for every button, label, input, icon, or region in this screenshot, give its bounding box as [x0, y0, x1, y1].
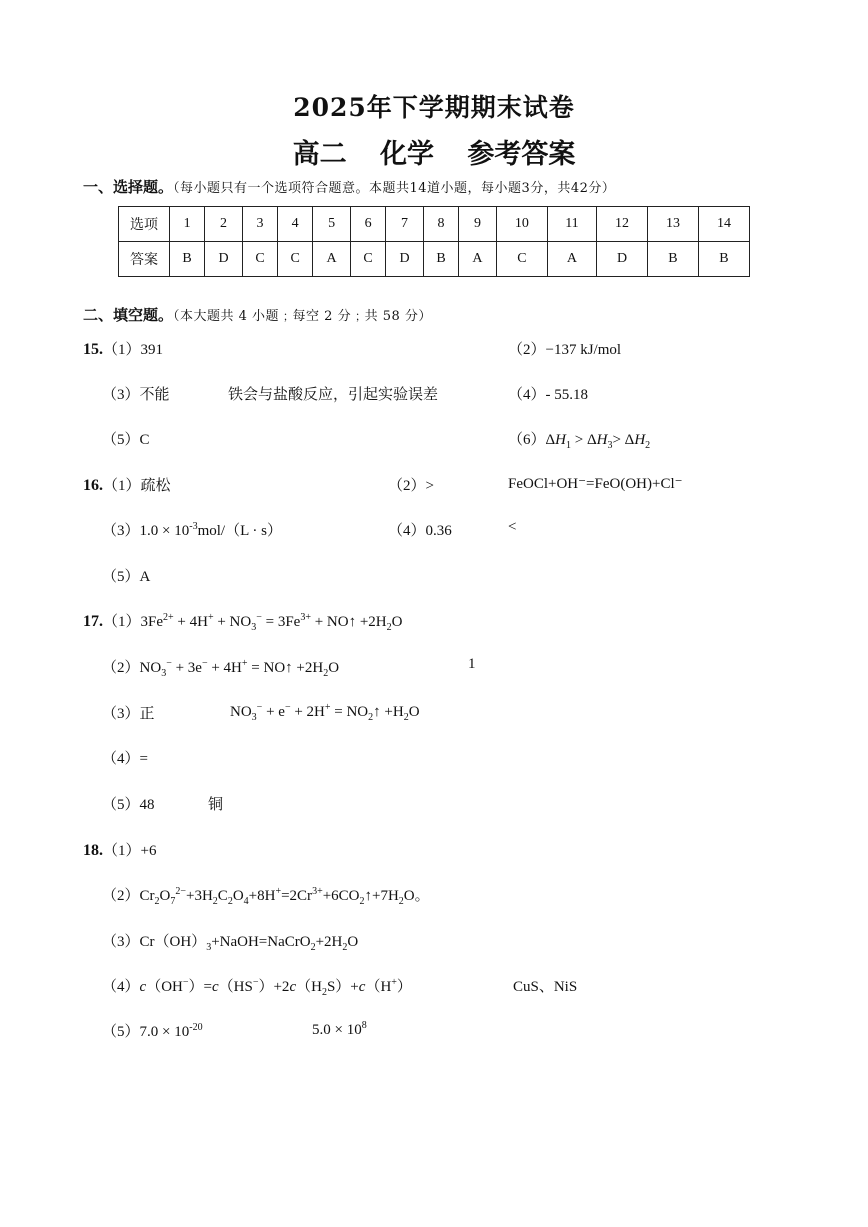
exam-subtitle	[0, 132, 868, 171]
option-cell: 1	[170, 207, 205, 242]
answer-cell: C	[242, 242, 277, 277]
subtitle-grade: 高二	[292, 139, 347, 170]
q18-number: 18.	[83, 842, 103, 859]
answer-table	[118, 206, 750, 277]
subtitle-label: 参考答案	[467, 139, 576, 170]
table-row-options	[119, 207, 750, 242]
option-cell: 11	[547, 207, 596, 242]
q17-part3-equation: $NO_3^- + e^- + 2H^+$ = $NO_2↑ +H_2O$	[230, 702, 420, 723]
q18-part3-label: （3）	[102, 934, 140, 950]
option-cell: 7	[386, 207, 424, 242]
subtitle-subject: 化学	[380, 139, 434, 170]
q15-line1	[83, 338, 163, 359]
q17-part4: （4）=	[102, 751, 148, 767]
answer-cell: C	[351, 242, 386, 277]
section1-heading: 一、选择题。	[83, 178, 174, 196]
q16-part3: $(3)1.0 \times 10^{-3}mol/(L \cdot s)$	[102, 521, 283, 539]
table-header-options: 选项	[119, 207, 170, 242]
answer-cell: D	[386, 242, 424, 277]
answer-cell: D	[597, 242, 648, 277]
q15-part5: （5）C	[102, 432, 150, 448]
exam-title: 2025年下学期期末试卷	[293, 93, 575, 122]
q18-part3: $(3)Cr(OH)_3+NaOH=NaCrO_2+2H_2O$	[102, 934, 359, 953]
q18-part5-label: （5）	[102, 1024, 140, 1040]
option-cell: 12	[597, 207, 648, 242]
q15-part3-reason: 铁会与盐酸反应，引起实验误差	[228, 387, 439, 403]
q15-part4: （4）- 55.18	[508, 387, 588, 403]
option-cell: 5	[313, 207, 351, 242]
q16-part1: （1）疏松	[103, 478, 171, 494]
q18-part4: $(4)c(OH^-)=c(HS^-)+2c(H_2S)+c(H^+)$	[102, 977, 412, 998]
option-cell: 9	[459, 207, 497, 242]
option-cell: 10	[496, 207, 547, 242]
answer-cell: B	[648, 242, 699, 277]
q15-part1: （1）391	[103, 342, 164, 358]
q17-part2-value: 1	[468, 656, 476, 672]
answer-cell: A	[313, 242, 351, 277]
table-row-answers	[119, 242, 750, 277]
option-cell: 8	[423, 207, 458, 242]
answer-cell: A	[459, 242, 497, 277]
q16-part2: （2）>	[388, 478, 434, 494]
table-header-answers: 答案	[119, 242, 170, 277]
option-cell: 13	[648, 207, 699, 242]
q18-part1: （1）+6	[103, 843, 157, 859]
q16-number: 16.	[83, 477, 103, 494]
q15-part6: $(6)\Delta H_1 > \Delta H_3> \Delta H_2$	[508, 432, 651, 451]
q17-line1: $17.(1)3Fe^{2+} + 4H^+ + NO_3^- = 3Fe^{3+}$ + NO↑ $+2H_2O$	[83, 612, 403, 633]
q16-part5: （5）A	[102, 569, 151, 585]
q16-part2-equation: FeOCl+OH⁻=FeO(OH)+Cl⁻	[508, 476, 683, 492]
answer-cell: B	[423, 242, 458, 277]
q16-part4-compare: <	[508, 519, 517, 535]
q16-line1	[83, 474, 171, 495]
option-cell: 2	[205, 207, 243, 242]
q18-part5-value2: $5.0 \times 10^8$	[312, 1020, 367, 1038]
q17-part5: （5）48	[102, 797, 155, 813]
answer-cell: B	[170, 242, 205, 277]
answer-cell: D	[205, 242, 243, 277]
answer-cell: B	[698, 242, 749, 277]
q17-part1-label: （1）	[103, 614, 141, 630]
answer-cell: C	[278, 242, 313, 277]
q18-part2: $(2)Cr_2O_7^{2-}+3H_2C_2O_4+8H^+=2Cr^{3+}+6CO_2↑+7H_2O$。	[102, 886, 430, 907]
q17-part5-metal: 铜	[208, 797, 224, 813]
section2-note: （本大题共 4 小题﹔每空 2 分﹔共 58 分）	[173, 309, 432, 324]
q18-part4-precipitates: CuS、NiS	[513, 979, 578, 995]
q15-part6-label: （6）	[508, 432, 546, 448]
option-cell: 3	[242, 207, 277, 242]
q18-part4-label: （4）	[102, 979, 140, 995]
q15-part3-answer: （3）不能	[102, 387, 170, 403]
section1-note: （每小题只有一个选项符合题意。本题共14道小题，每小题3分，共42分）	[173, 181, 616, 196]
option-cell: 6	[351, 207, 386, 242]
option-cell: 4	[278, 207, 313, 242]
answer-cell: A	[547, 242, 596, 277]
section2-heading: 二、填空题。	[83, 306, 174, 324]
q16-part3-label: （3）	[102, 523, 140, 539]
q15-number: 15.	[83, 341, 103, 358]
q18-part2-label: （2）	[102, 888, 140, 904]
option-cell: 14	[698, 207, 749, 242]
q18-part5: $(5)7.0 \times 10^{-20}$	[102, 1022, 203, 1040]
section2-header	[83, 304, 432, 325]
q17-part3-answer: （3）正	[102, 706, 155, 722]
q18-line1	[83, 839, 156, 860]
q17-part2: $(2)NO_3^- + 3e^- + 4H^+$ = NO↑ $+2H_2O$	[102, 658, 340, 679]
section1-header	[83, 176, 615, 197]
q17-number: 17.	[83, 613, 103, 630]
q16-part4: （4）0.36	[388, 523, 452, 539]
q15-part2: （2）−137 kJ/mol	[508, 342, 622, 358]
answer-cell: C	[496, 242, 547, 277]
q17-part2-label: （2）	[102, 660, 140, 676]
